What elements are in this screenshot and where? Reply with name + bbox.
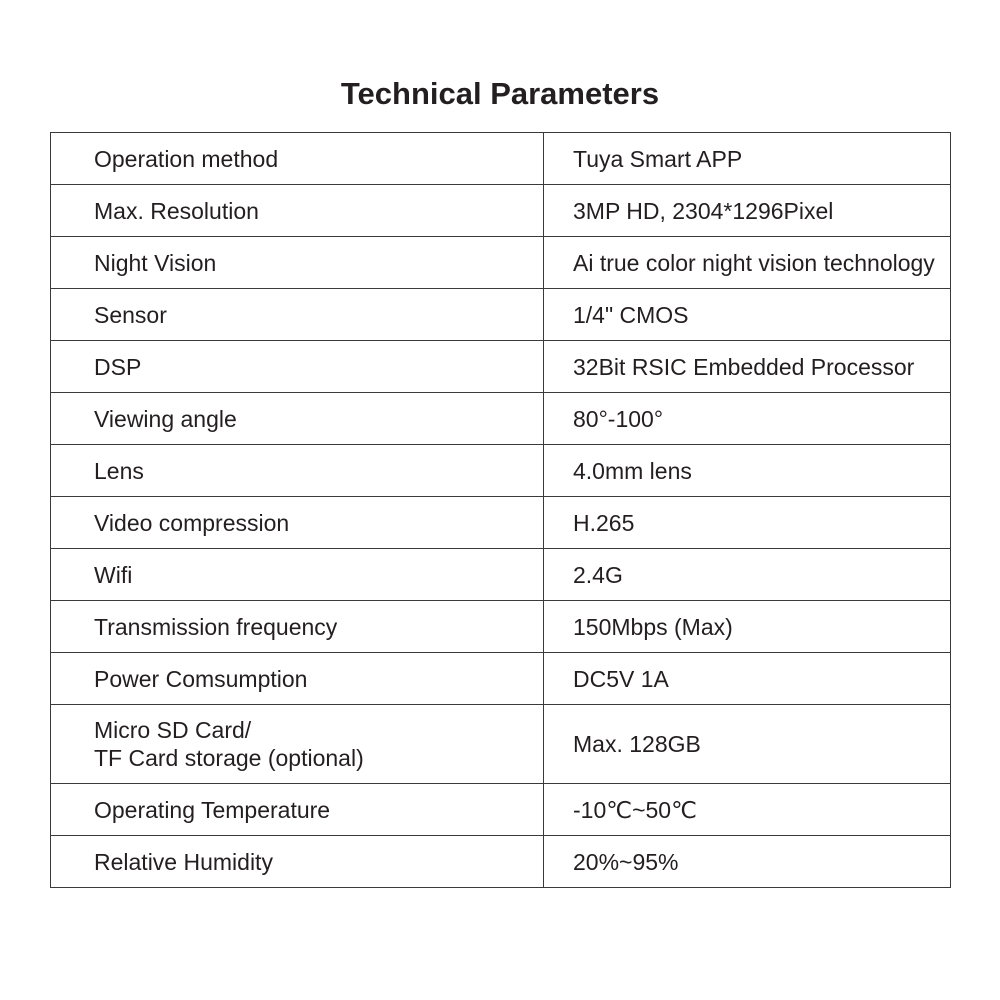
param-label: Sensor: [51, 289, 544, 341]
param-label: Video compression: [51, 497, 544, 549]
param-label: Lens: [51, 445, 544, 497]
table-row: [51, 237, 951, 289]
param-label: DSP: [51, 341, 544, 393]
page-title: Technical Parameters: [340, 76, 660, 111]
table-row: [51, 549, 951, 601]
param-label: Relative Humidity: [51, 836, 544, 888]
param-value: 20%~95%: [544, 836, 951, 888]
table-row: [51, 601, 951, 653]
param-label: Night Vision: [51, 237, 544, 289]
table-row: [51, 393, 951, 445]
table-row: [51, 341, 951, 393]
param-value: H.265: [544, 497, 951, 549]
table-row: [51, 289, 951, 341]
table-row: [51, 705, 951, 784]
param-label: Transmission frequency: [51, 601, 544, 653]
param-label: Operation method: [51, 133, 544, 185]
table-row: [51, 445, 951, 497]
technical-parameters-table: [50, 132, 951, 888]
table-row: [51, 836, 951, 888]
table-row: [51, 497, 951, 549]
param-value: Tuya Smart APP: [544, 133, 951, 185]
param-label: Viewing angle: [51, 393, 544, 445]
param-value: 80°-100°: [544, 393, 951, 445]
table-row: [51, 653, 951, 705]
param-label-line-1: Micro SD Card/: [94, 717, 252, 743]
param-value: 1/4" CMOS: [544, 289, 951, 341]
param-value: -10℃~50℃: [544, 784, 951, 836]
param-value: 4.0mm lens: [544, 445, 951, 497]
param-label: Power Comsumption: [51, 653, 544, 705]
param-value: Ai true color night vision technology: [544, 237, 951, 289]
param-value: 32Bit RSIC Embedded Processor: [544, 341, 951, 393]
param-value: 2.4G: [544, 549, 951, 601]
table-row: [51, 133, 951, 185]
param-value: 150Mbps (Max): [544, 601, 951, 653]
table-row: [51, 185, 951, 237]
table-row: [51, 784, 951, 836]
param-value: DC5V 1A: [544, 653, 951, 705]
param-label: [51, 705, 544, 784]
param-value: Max. 128GB: [544, 705, 951, 784]
param-label-line-2: TF Card storage (optional): [94, 745, 364, 771]
param-label: Operating Temperature: [51, 784, 544, 836]
param-label: Wifi: [51, 549, 544, 601]
param-label: Max. Resolution: [51, 185, 544, 237]
param-value: 3MP HD, 2304*1296Pixel: [544, 185, 951, 237]
